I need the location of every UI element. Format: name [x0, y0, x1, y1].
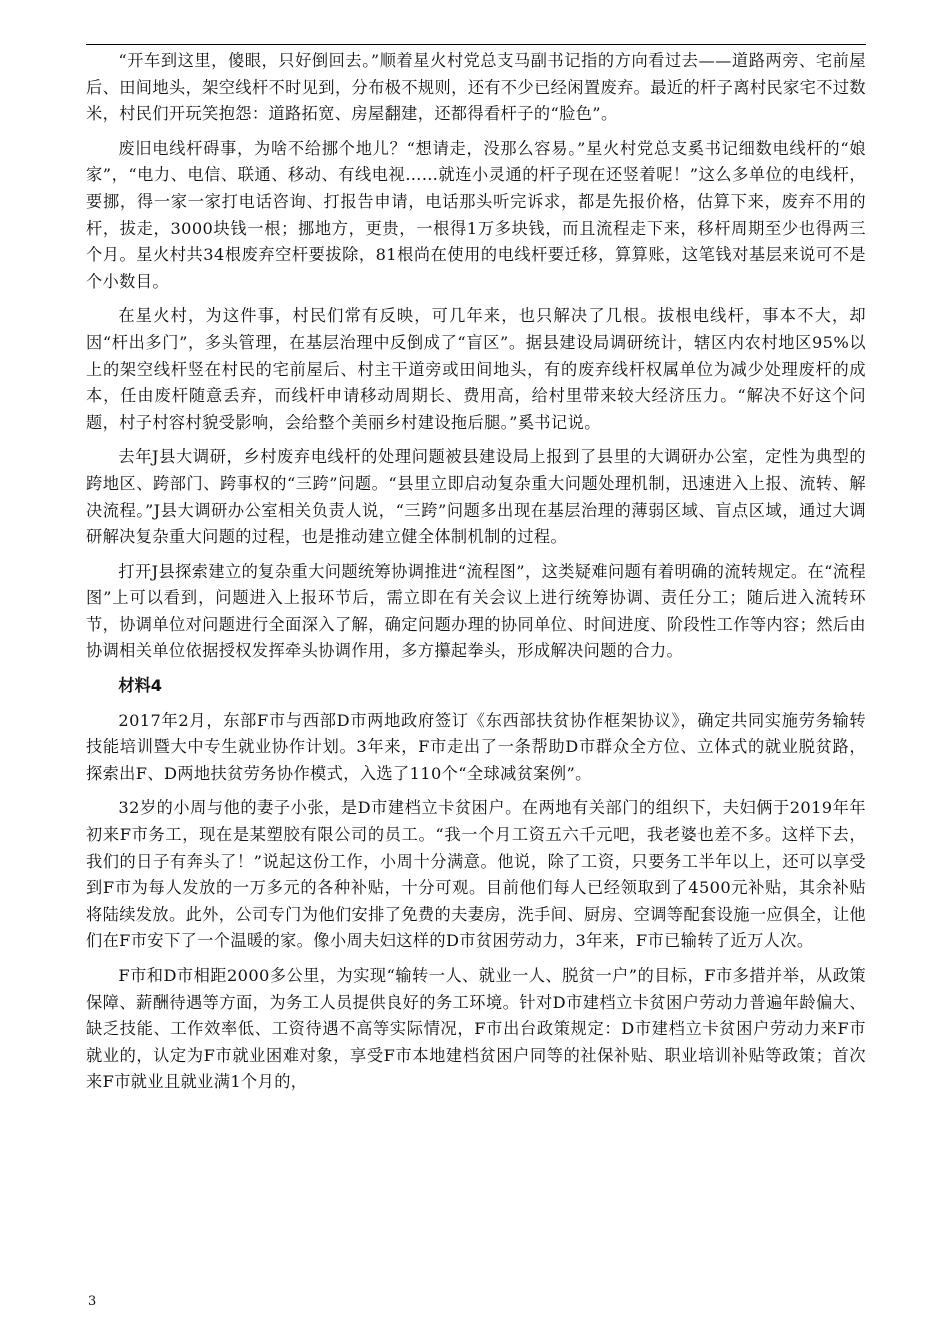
paragraph: 在星火村，为这件事，村民们常有反映，可几年来，也只解决了几根。拔根电线杆，事本不大，却因“杆出多门”，多头管理，在基层治理中反倒成了“盲区”。据县建设局调研统计，辖区内农村地区95%以上的架空线杆竖在村民的宅前屋后、村主干道旁或田间地头，有的废弃线杆权属单位为减少处理废杆的成本，任由废杆随意丢弃，而线杆申请移动周期长、费用高，给村里带来较大经济压力。“解决不好这个问题，村子村容村貌受影响，会给整个美丽乡村建设拖后腿。”奚书记说。: [86, 306, 866, 432]
paragraph: 2017年2月，东部F市与西部D市两地政府签订《东西部扶贫协作框架协议》，确定共同实施劳务输转技能培训暨大中专生就业协作计划。3年来，F市走出了一条帮助D市群众全方位、立体式的就业脱贫路，探索出F、D两地扶贫劳务协作模式，入选了110个“全球减贫案例”。: [86, 710, 866, 783]
paragraph: “开车到这里，傻眼，只好倒回去。”顺着星火村党总支马副书记指的方向看过去——道路两旁、宅前屋后、田间地头，架空线杆不时见到，分布极不规则，还有不少已经闲置废弃。最近的杆子离村民家宅不过数米，村民们开玩笑抱怨：道路拓宽、房屋翻建，还都得看杆子的“脸色”。: [86, 51, 866, 124]
paragraph: F市和D市相距2000多公里，为实现“输转一人、就业一人、脱贫一户”的目标，F市多措并举，从政策保障、薪酬待遇等方面，为务工人员提供良好的务工环境。针对D市建档立卡贫困户劳动力普遍年龄偏大、缺乏技能、工作效率低、工资待遇不高等实际情况，F市出台政策规定：D市建档立卡贫困户劳动力来F市就业的，认定为F市就业困难对象，享受F市本地建档贫困户同等的社保补贴、职业培训补贴等政策；首次来F市就业且就业满1个月的，: [86, 966, 866, 1092]
page-number: 3: [88, 1294, 97, 1309]
header-rule: [86, 44, 866, 45]
paragraph: 32岁的小周与他的妻子小张，是D市建档立卡贫困户。在两地有关部门的组织下，夫妇俩于2019年年初来F市务工，现在是某塑胶有限公司的员工。“我一个月工资五六千元吧，我老婆也差不多。这样下去，我们的日子有奔头了！”说起这份工作，小周十分满意。他说，除了工资，只要务工半年以上，还可以享受到F市为每人发放的一万多元的各种补贴，十分可观。目前他们每人已经领取到了4500元补贴，其余补贴将陆续发放。此外，公司专门为他们安排了免费的夫妻房，洗手间、厨房、空调等配套设施一应俱全，让他们在F市安下了一个温暖的家。像小周夫妇这样的D市贫困劳动力，3年来，F市已输转了近万人次。: [86, 798, 866, 951]
paragraph: 废旧电线杆碍事，为啥不给挪个地儿？“想请走，没那么容易。”星火村党总支奚书记细数电线杆的“娘家”，“电力、电信、联通、移动、有线电视……就连小灵通的杆子现在还竖着呢！”这么多单位的电线杆，要挪，得一家一家打电话咨询、打报告申请，电话那头听完诉求，都是先报价格，估算下来，废弃不用的杆，拔走，3000块钱一根；挪地方，更贵，一根得1万多块钱，而且流程走下来，移杆周期至少也得两三个月。星火村共34根废弃空杆要拔除，81根尚在使用的电线杆要迁移，算算账，这笔钱对基层来说可不是个小数目。: [86, 138, 866, 291]
section-heading: 材料4: [118, 676, 163, 696]
document-body: [86, 48, 866, 1104]
paragraph: 去年J县大调研，乡村废弃电线杆的处理问题被县建设局上报到了县里的大调研办公室，定性为典型的跨地区、跨部门、跨事权的“三跨”问题。“县里立即启动复杂重大问题处理机制，迅速进入上报、流转、解决流程。”J县大调研办公室相关负责人说，“三跨”问题多出现在基层治理的薄弱区域、盲点区域，通过大调研解决复杂重大问题的过程，也是推动建立健全体制机制的过程。: [86, 447, 866, 547]
paragraph: 打开J县探索建立的复杂重大问题统筹协调推进“流程图”，这类疑难问题有着明确的流转规定。在“流程图”上可以看到，问题进入上报环节后，需立即在有关会议上进行统筹协调、责任分工；随后进入流转环节，协调单位对问题进行全面深入了解，确定问题办理的协同单位、时间进度、阶段性工作等内容；然后由协调相关单位依据授权发挥牵头协调作用，多方攥起拳头，形成解决问题的合力。: [86, 561, 866, 661]
